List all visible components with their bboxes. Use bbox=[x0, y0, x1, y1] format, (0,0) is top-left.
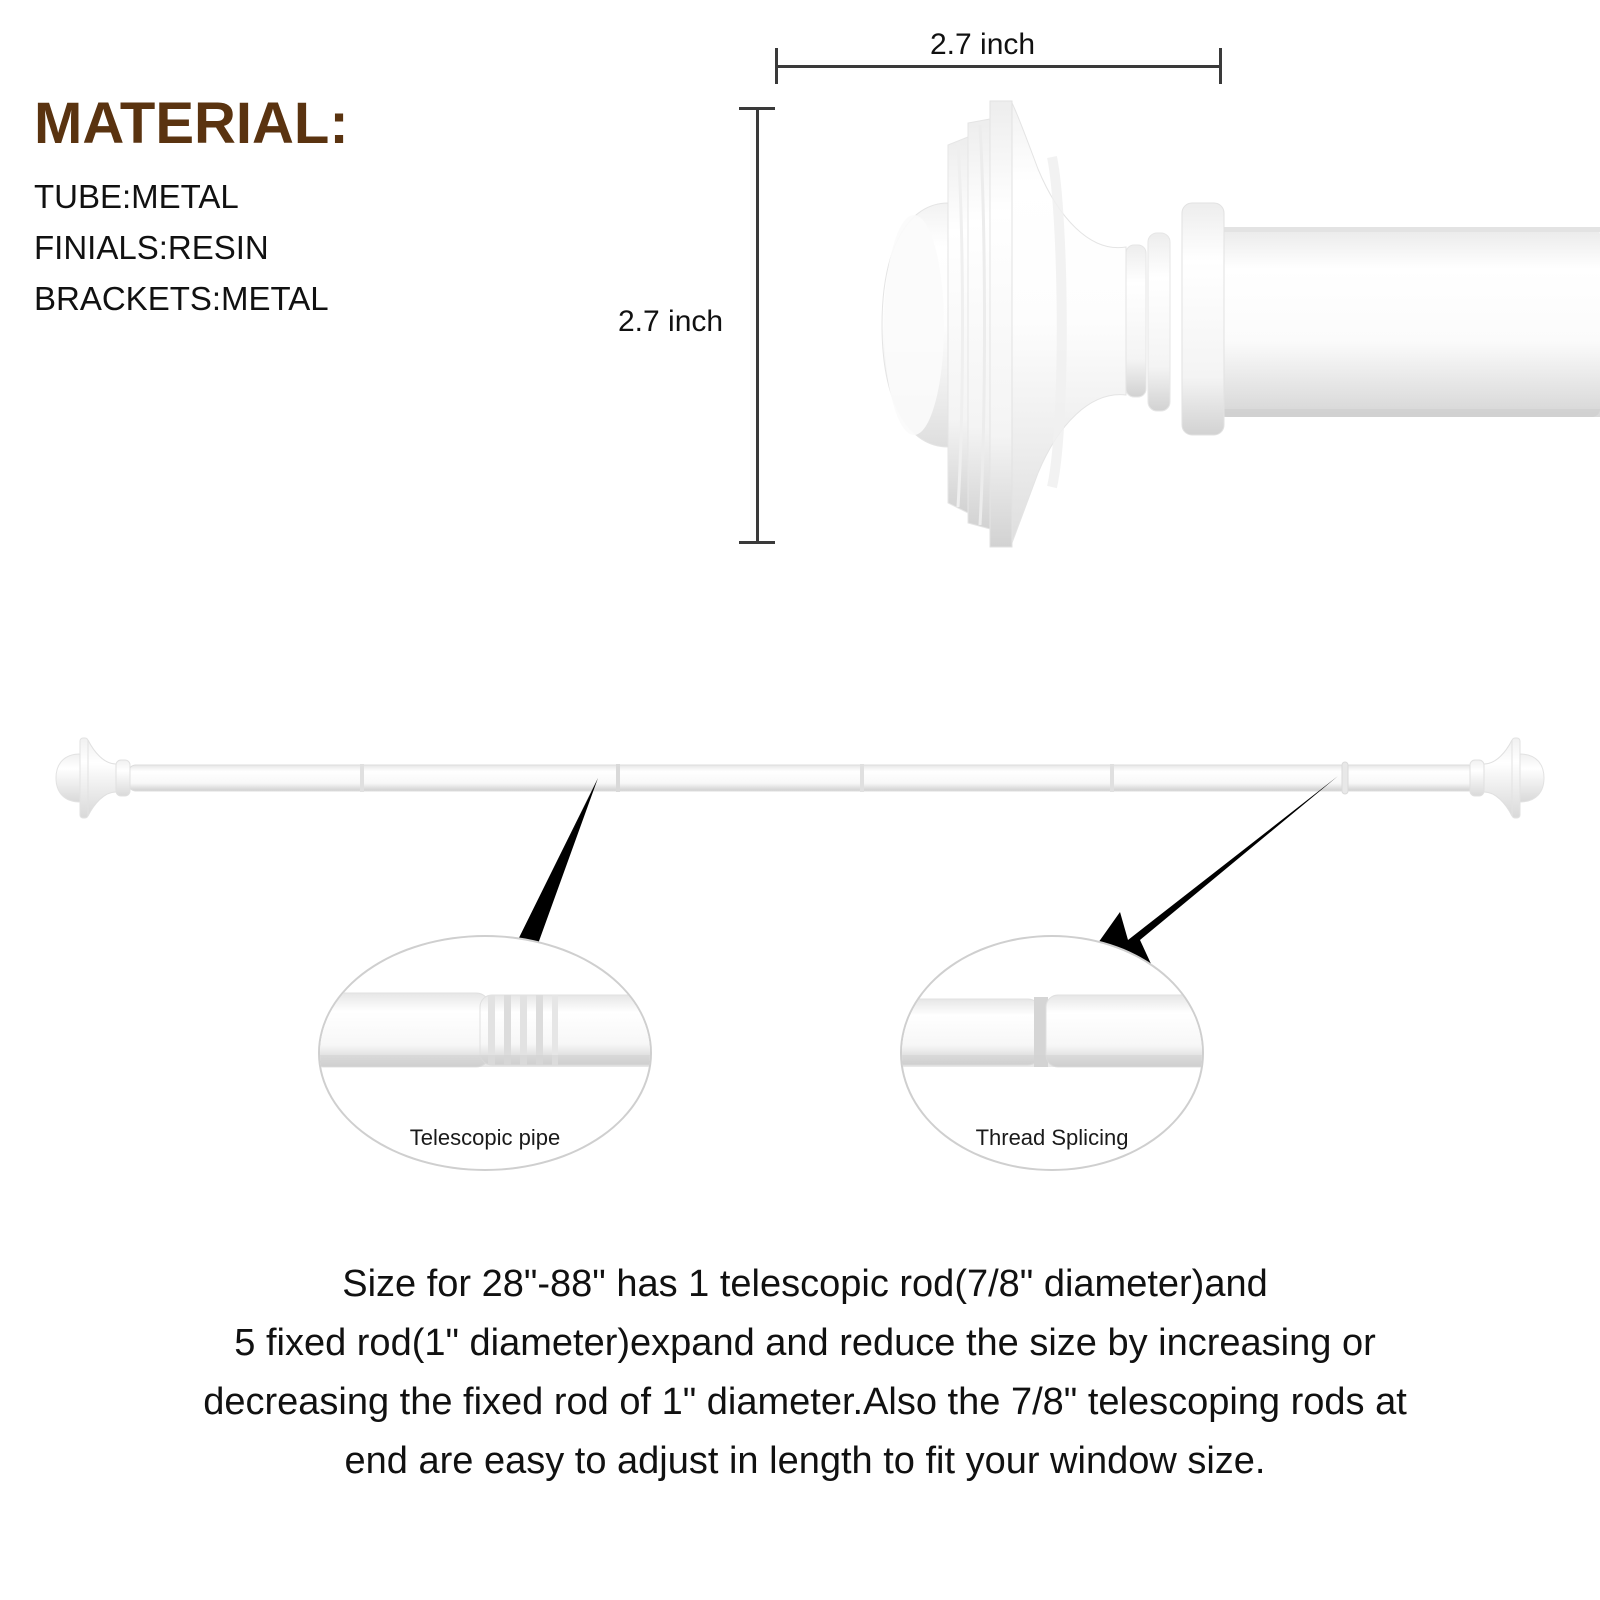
material-title: MATERIAL: bbox=[34, 91, 349, 156]
thread-splicing-caption: Thread Splicing bbox=[975, 1125, 1129, 1150]
description-line-3: decreasing the fixed rod of 1" diameter.Also the 7/8" telescoping rods at bbox=[203, 1380, 1407, 1423]
callout-telescopic-pipe bbox=[318, 935, 652, 1171]
material-line-finials: FINIALS:RESIN bbox=[34, 229, 269, 267]
material-line-tube: TUBE:METAL bbox=[34, 178, 239, 215]
width-dimension-cap-left bbox=[775, 48, 778, 84]
telescopic-pipe-caption: Telescopic pipe bbox=[409, 1125, 561, 1150]
description-line-2: 5 fixed rod(1" diameter)expand and reduce the size by increasing or bbox=[234, 1321, 1376, 1364]
width-dimension-cap-right bbox=[1219, 48, 1222, 84]
width-dimension-line bbox=[775, 65, 1222, 68]
height-dimension-cap-bottom bbox=[739, 541, 775, 544]
callout-thread-splicing bbox=[900, 935, 1204, 1171]
width-dimension-label: 2.7 inch bbox=[930, 28, 1036, 61]
height-dimension-line bbox=[756, 107, 759, 544]
height-dimension-label: 2.7 inch bbox=[618, 305, 724, 338]
description-paragraph bbox=[110, 1255, 1500, 1491]
height-dimension-cap-top bbox=[739, 107, 775, 110]
material-info-block bbox=[34, 91, 554, 324]
description-line-1: Size for 28"-88" has 1 telescopic rod(7/8" diameter)and bbox=[342, 1263, 1268, 1305]
finial-closeup-illustration bbox=[790, 95, 1600, 565]
description-line-4: end are easy to adjust in length to fit your window size. bbox=[344, 1439, 1266, 1482]
material-line-brackets: BRACKETS:METAL bbox=[34, 280, 329, 318]
